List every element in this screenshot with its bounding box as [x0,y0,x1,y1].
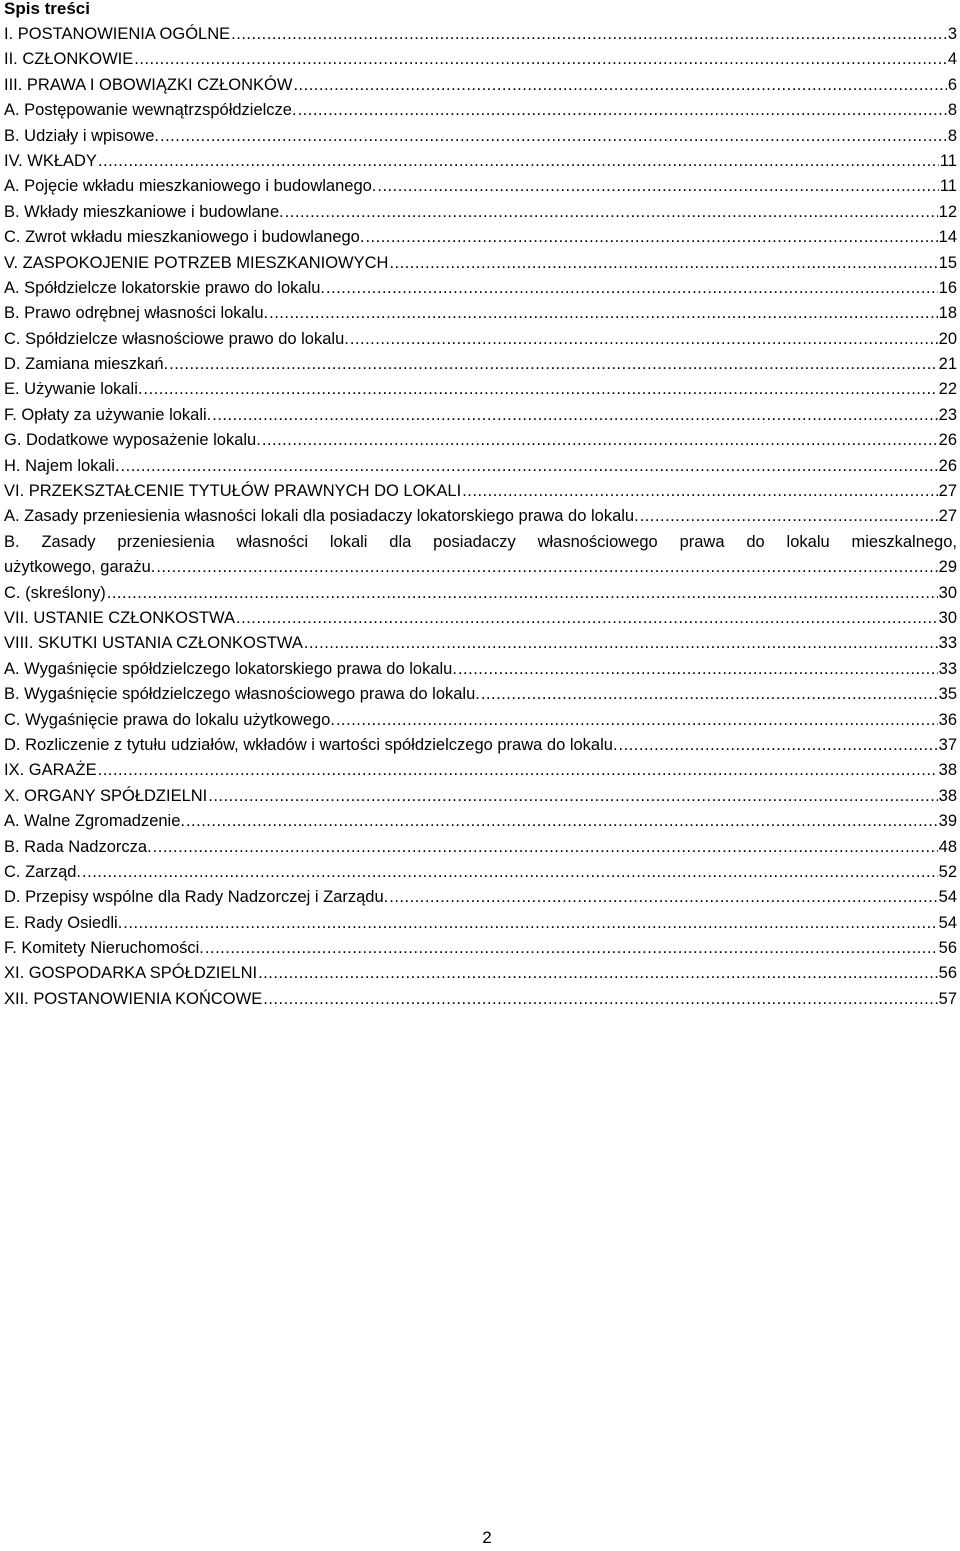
toc-entry[interactable] [4,301,957,326]
toc-entry-page: 23 [938,405,957,424]
toc-entry-page: 3 [947,25,957,43]
toc-dot-leader [169,352,938,377]
toc-dot-leader [481,682,938,707]
toc-entry-label: VII. USTANIE CZŁONKOSTWA [4,609,236,628]
toc-entry[interactable] [4,682,957,707]
toc-entry-label: D. Zamiana mieszkań. [4,355,169,374]
toc-entry[interactable] [4,860,957,885]
toc-entry[interactable] [4,124,957,149]
toc-entry[interactable] [4,479,957,504]
toc-entry-label: C. Spółdzielcze własnościowe prawo do lokalu. [4,329,349,348]
toc-entry-label: H. Najem lokali. [4,456,120,475]
toc-entry-page: 48 [938,837,957,856]
toc-dot-leader [186,809,938,834]
toc-entry[interactable] [4,403,957,428]
toc-entry-page: 36 [938,710,957,729]
toc-entry-page: 20 [938,329,957,348]
toc-dot-leader [153,835,938,860]
toc-entry-label: II. CZŁONKOWIE [4,50,134,69]
toc-dot-leader [156,555,937,580]
toc-title: Spis treści [4,0,90,18]
toc-entry-label: C. (skreślony) [4,583,106,602]
toc-entry[interactable] [4,961,957,986]
toc-entry-page: 26 [938,456,957,475]
toc-entry[interactable] [4,225,957,250]
toc-dot-leader [389,885,937,910]
toc-entry-label: VI. PRZEKSZTAŁCENIE TYTUŁÓW PRAWNYCH DO LOKALI [4,482,462,501]
toc-dot-leader [160,124,947,149]
toc-entry-page: 57 [938,989,957,1008]
toc-dot-leader [304,631,938,656]
toc-entry-line-2 [4,555,957,580]
toc-entry[interactable] [4,911,957,936]
toc-dot-leader [258,961,938,986]
toc-entry-label: V. ZASPOKOJENIE POTRZEB MIESZKANIOWYCH [4,253,389,272]
toc-entry-page: 29 [938,558,957,577]
toc-dot-leader [326,276,938,301]
toc-entry[interactable] [4,174,957,199]
toc-dot-leader [98,758,938,783]
toc-dot-leader [107,581,938,606]
toc-entry[interactable] [4,377,957,402]
toc-entry-label: A. Zasady przeniesienia własności lokali dla posiadaczy lokatorskiego prawa do lokalu. [4,507,639,526]
toc-entry-page: 21 [938,355,957,374]
page-number: 2 [482,1528,492,1547]
toc-entry[interactable] [4,73,957,98]
toc-dot-leader [458,657,938,682]
toc-entry-label: B. Udziały i wpisowe. [4,126,159,145]
toc-entry-page: 54 [938,913,957,932]
toc-entry-label: X. ORGANY SPÓŁDZIELNI [4,786,208,805]
toc-entry-page: 6 [947,75,957,94]
toc-dot-leader [121,454,938,479]
toc-entry[interactable] [4,606,957,631]
toc-entry-label: C. Wygaśnięcie prawa do lokalu użytkowego. [4,710,335,729]
toc-entry-label: E. Rady Osiedli. [4,913,123,932]
toc-entry-label: XII. POSTANOWIENIA KOŃCOWE [4,989,263,1008]
toc-dot-leader [285,200,938,225]
toc-entry-label: F. Opłaty za używanie lokali. [4,405,212,424]
toc-entry-label-line-2: użytkowego, garażu. [4,558,156,577]
toc-entry-label: E. Używanie lokali. [4,380,143,399]
toc-entry-page: 33 [938,659,957,678]
toc-entry-page: 8 [947,101,957,120]
toc-dot-leader [462,479,937,504]
toc-entry-label-line-1: B. Zasady przeniesienia własności lokali dla posiadaczy własnościowego prawa do lokalu mieszkalnego, [4,532,957,551]
toc-dot-leader [262,428,938,453]
toc-dot-leader [336,708,938,733]
toc-entry-page: 11 [939,177,957,196]
toc-dot-leader [208,784,937,809]
toc-entry-label: A. Walne Zgromadzenie. [4,812,185,831]
toc-dot-leader [205,936,938,961]
toc-entry[interactable] [4,428,957,453]
toc-entry-page: 30 [938,583,957,602]
toc-entry-label: IV. WKŁADY [4,151,97,170]
toc-dot-leader [82,860,938,885]
toc-entry[interactable] [4,352,957,377]
toc-list [4,22,957,1012]
toc-entry-page: 56 [938,964,957,983]
toc-dot-leader [350,327,938,352]
toc-entry[interactable] [4,149,957,174]
toc-entry-page: 38 [938,761,957,780]
toc-dot-leader [298,98,947,123]
toc-entry[interactable] [4,276,957,301]
toc-entry-label: VIII. SKUTKI USTANIA CZŁONKOSTWA [4,634,303,653]
toc-entry-page: 39 [938,812,957,831]
toc-dot-leader [143,377,937,402]
toc-entry-page: 37 [938,735,957,754]
toc-entry-label: G. Dodatkowe wyposażenie lokalu. [4,431,261,450]
toc-entry-label: C. Zarząd. [4,862,82,881]
toc-entry[interactable] [4,47,957,72]
toc-entry-label: B. Wkłady mieszkaniowe i budowlane. [4,202,284,221]
toc-dot-leader [377,174,938,199]
toc-entry-label: III. PRAWA I OBOWIĄZKI CZŁONKÓW [4,75,293,94]
toc-entry-label: A. Spółdzielcze lokatorskie prawo do lokalu. [4,278,326,297]
toc-dot-leader [389,251,937,276]
toc-entry[interactable] [4,758,957,783]
toc-entry[interactable] [4,631,957,656]
toc-entry-page: 35 [938,685,957,704]
toc-entry[interactable] [4,809,957,834]
toc-entry[interactable] [4,22,957,47]
toc-entry-page: 27 [938,507,957,526]
toc-entry[interactable] [4,581,957,606]
toc-entry-label: IX. GARAŻE [4,761,97,780]
toc-dot-leader [212,403,937,428]
toc-entry[interactable] [4,987,957,1012]
toc-dot-leader [98,149,939,174]
toc-entry-page: 54 [938,888,957,907]
toc-entry-label: D. Przepisy wspólne dla Rady Nadzorczej i Zarządu. [4,888,389,907]
toc-entry-label: F. Komitety Nieruchomości. [4,939,204,958]
toc-dot-leader [231,22,947,47]
toc-entry[interactable] [4,733,957,758]
toc-entry-label: D. Rozliczenie z tytułu udziałów, wkładów i wartości spółdzielczego prawa do lokalu. [4,735,618,754]
toc-entry-label: A. Pojęcie wkładu mieszkaniowego i budowlanego. [4,177,377,196]
toc-entry-page: 56 [938,939,957,958]
toc-entry[interactable] [4,251,957,276]
toc-entry[interactable] [4,885,957,910]
toc-entry-label: B. Wygaśnięcie spółdzielczego własnościowego prawa do lokalu. [4,685,480,704]
toc-entry-page: 30 [938,609,957,628]
toc-entry-label: A. Postępowanie wewnątrzspółdzielcze. [4,101,297,120]
toc-dot-leader [263,987,937,1012]
toc-entry[interactable] [4,708,957,733]
toc-entry[interactable] [4,657,957,682]
toc-entry-label: B. Prawo odrębnej własności lokalu. [4,304,269,323]
toc-entry[interactable] [4,936,957,961]
toc-entry-page: 14 [938,228,957,247]
toc-entry-page: 52 [938,862,957,881]
toc-entry[interactable] [4,200,957,225]
toc-dot-leader [134,47,947,72]
toc-entry-page: 12 [938,202,957,221]
toc-entry-page: 16 [938,278,957,297]
toc-dot-leader [236,606,938,631]
toc-entry-label: C. Zwrot wkładu mieszkaniowego i budowlanego. [4,228,365,247]
toc-dot-leader [293,73,946,98]
toc-dot-leader [123,911,937,936]
toc-entry-page: 26 [938,431,957,450]
toc-entry-page: 27 [938,482,957,501]
toc-entry-label: I. POSTANOWIENIA OGÓLNE [4,25,231,43]
toc-entry[interactable] [4,327,957,352]
toc-entry-page: 11 [939,151,957,170]
toc-entry[interactable] [4,835,957,860]
toc-entry[interactable] [4,454,957,479]
toc-dot-leader [269,301,938,326]
toc-dot-leader [640,504,938,529]
toc-entry-page: 22 [938,380,957,399]
toc-entry-page: 4 [947,50,957,69]
toc-entry-label: XI. GOSPODARKA SPÓŁDZIELNI [4,964,258,983]
toc-entry[interactable] [4,530,957,581]
toc-dot-leader [619,733,938,758]
toc-entry-label: A. Wygaśnięcie spółdzielczego lokatorskiego prawa do lokalu. [4,659,457,678]
toc-entry-page: 38 [938,786,957,805]
toc-dot-leader [365,225,937,250]
toc-entry-page: 8 [947,126,957,145]
toc-entry-page: 33 [938,634,957,653]
toc-entry-page: 15 [938,253,957,272]
toc-entry[interactable] [4,504,957,529]
toc-entry-page: 18 [938,304,957,323]
toc-entry[interactable] [4,784,957,809]
toc-entry[interactable] [4,98,957,123]
toc-entry-label: B. Rada Nadzorcza. [4,837,152,856]
